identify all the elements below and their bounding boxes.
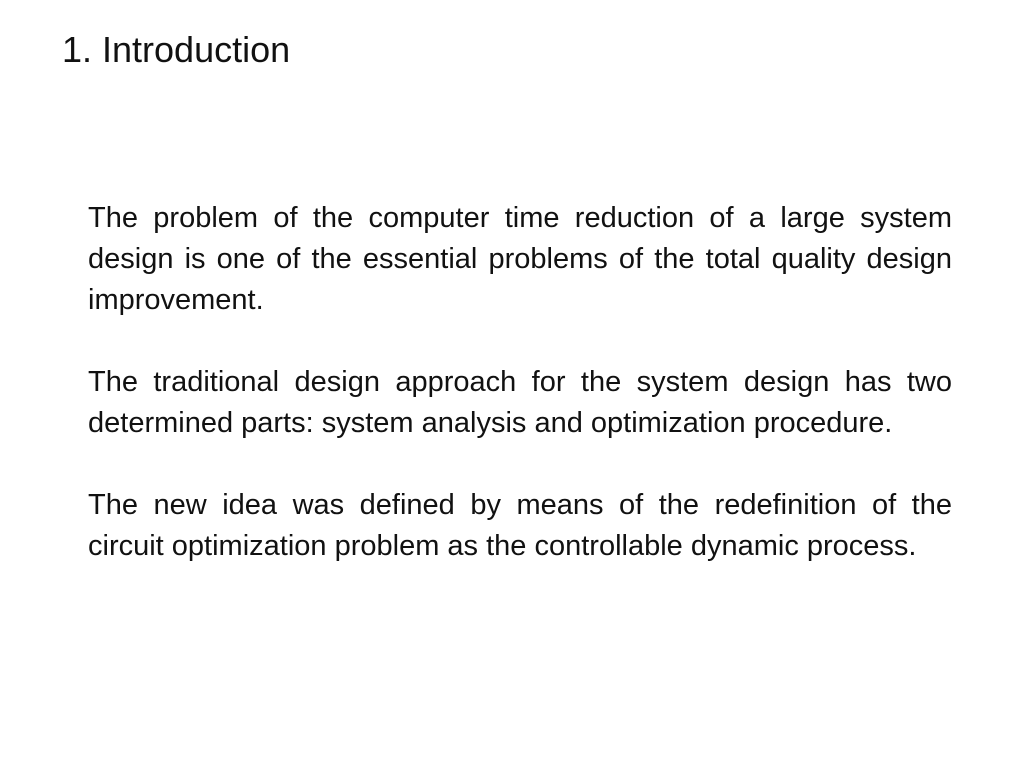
paragraph-2: The traditional design approach for the system design has two determined parts: system analysis and optimization procedure. [88,366,952,439]
slide-body [88,198,952,608]
paragraph-3: The new idea was defined by means of the redefinition of the circuit optimization problem as the controllable dynamic process. [88,489,952,562]
paragraph-1: The problem of the computer time reduction of a large system design is one of the essential problems of the total quality design improvement. [88,202,952,316]
slide-title: 1. Introduction [62,29,291,70]
